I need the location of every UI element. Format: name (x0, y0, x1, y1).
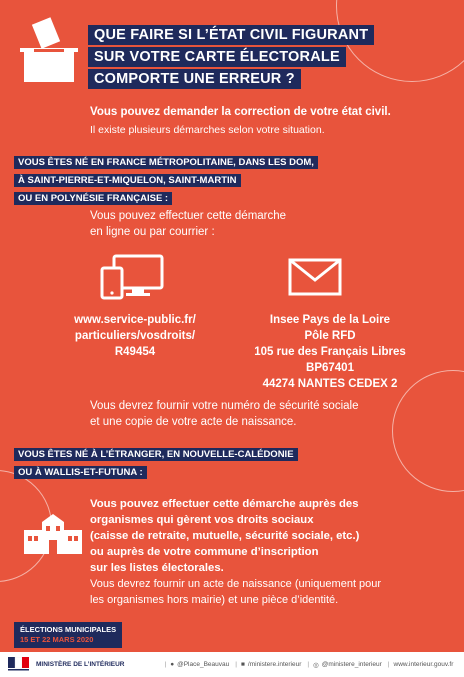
envelope-icon (288, 258, 342, 296)
facebook-icon: ■ (240, 661, 245, 668)
instagram-handle[interactable]: @ministere_interieur (321, 661, 382, 668)
section2-strong-line: Vous pouvez effectuer cette démarche auprès des (90, 498, 359, 510)
online-link-line: R49454 (114, 346, 156, 358)
marianne-logo-icon (8, 657, 30, 673)
section1-heading-line: VOUS ÊTES NÉ EN FRANCE MÉTROPOLITAINE, DANS LES DOM, (14, 156, 318, 169)
section1-note-line: et une copie de votre acte de naissance. (90, 416, 297, 428)
footer-separator: | (387, 661, 390, 668)
footer-separator: | (235, 661, 237, 668)
instagram-icon: ◎ (313, 661, 319, 669)
badge-date: 15 ET 22 MARS 2020 (20, 635, 94, 644)
section2-strong-line: sur les listes électorales. (90, 562, 224, 574)
section1-note-line: Vous devrez fournir votre numéro de sécurité sociale (90, 400, 359, 412)
title-line: SUR VOTRE CARTE ÉLECTORALE (88, 47, 346, 67)
address-line: Insee Pays de la Loire (269, 314, 391, 326)
footer-separator: | (307, 661, 310, 668)
section1-text-line: Vous pouvez effectuer cette démarche (90, 210, 287, 222)
section1-heading-line: À SAINT-PIERRE-ET-MIQUELON, SAINT-MARTIN (14, 174, 241, 187)
section2-note-line: Vous devrez fournir un acte de naissance (uniquement pour (90, 578, 382, 590)
online-link[interactable] (50, 312, 220, 360)
twitter-handle[interactable]: @Place_Beauvau (177, 661, 230, 668)
facebook-handle[interactable]: /ministere.interieur (247, 661, 302, 668)
badge-title: ÉLECTIONS MUNICIPALES (20, 625, 117, 634)
twitter-icon: ● (170, 661, 175, 668)
section2-heading-line: OU À WALLIS-ET-FUTUNA : (14, 466, 147, 479)
section2-strong-text (90, 496, 359, 576)
section1-text (90, 208, 286, 240)
postal-address (230, 312, 430, 392)
address-line: Pôle RFD (304, 330, 356, 342)
section1-heading (14, 154, 318, 208)
online-link-line: particuliers/vosdroits/ (74, 330, 196, 342)
section2-heading (14, 446, 298, 482)
section1-text-line: en ligne ou par courrier : (90, 226, 215, 238)
intro-headline: Vous pouvez demander la correction de votre état civil. (90, 106, 391, 118)
section2-note (90, 576, 381, 608)
address-line: 105 rue des Français Libres (254, 346, 406, 358)
website-link[interactable]: www.interieur.gouv.fr (393, 661, 454, 668)
address-line: 44274 NANTES CEDEX 2 (262, 378, 398, 390)
section2-note-line: les organismes hors mairie) et une pièce d’identité. (90, 594, 339, 606)
footer (0, 652, 464, 677)
page-title (88, 24, 378, 90)
ministry-name: MINISTÈRE DE L’INTÉRIEUR (36, 661, 125, 668)
footer-separator: | (164, 661, 167, 668)
section1-note (90, 398, 358, 430)
section2-strong-line: organismes qui gèrent vos droits sociaux (90, 514, 314, 526)
title-line: QUE FAIRE SI L’ÉTAT CIVIL FIGURANT (88, 25, 374, 45)
section1-heading-line: OU EN POLYNÉSIE FRANÇAISE : (14, 192, 172, 205)
election-badge (14, 622, 122, 648)
section2-strong-line: ou auprès de votre commune d’inscription (90, 546, 319, 558)
building-icon (22, 512, 84, 556)
section2-strong-line: (caisse de retraite, mutuelle, sécurité sociale, etc.) (90, 530, 360, 542)
intro-subtext: Il existe plusieurs démarches selon votre situation. (90, 124, 325, 136)
devices-icon (100, 254, 164, 300)
section2-heading-line: VOUS ÊTES NÉ À L’ÉTRANGER, EN NOUVELLE-CALÉDONIE (14, 448, 298, 461)
online-link-line: www.service-public.fr/ (74, 314, 196, 326)
title-line: COMPORTE UNE ERREUR ? (88, 69, 301, 89)
ballot-box-icon (16, 14, 82, 84)
address-line: BP67401 (306, 362, 354, 374)
